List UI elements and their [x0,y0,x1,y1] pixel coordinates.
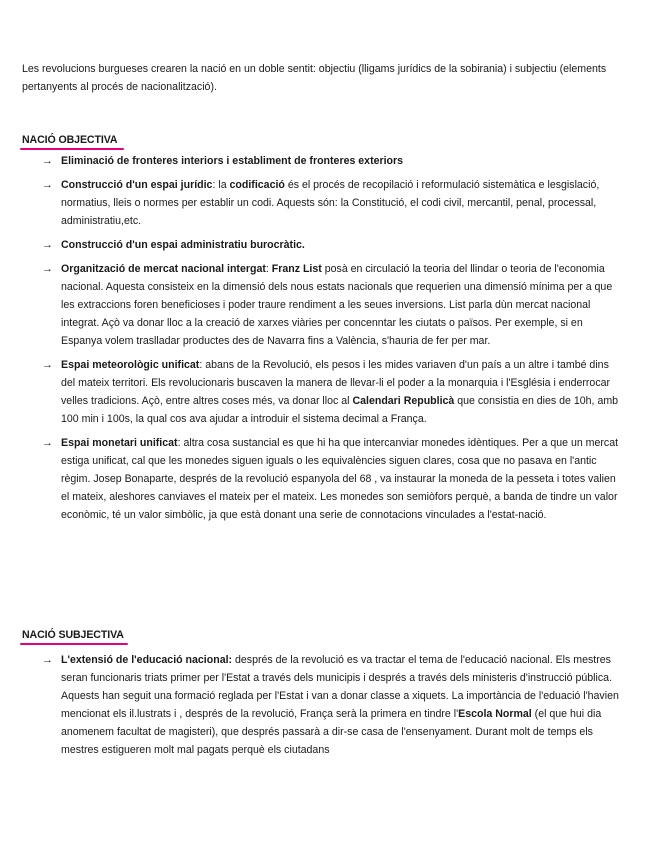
objectiva-list [42,152,622,530]
item-text: : altra cosa sustancial es que hi ha que intercanviar monedes idèntiques. Per a que un mercat estiga unificat, cal que les monedes siguen iguals o les equivalències siguen clares, cosa que no pasava en l'antic règim. Josep Bonaparte, després de la revolució espanyola del 68 , va instaurar la moneda de la pesseta i totes valien el mateix, aleshores canviaves el mateix per el mateix. Les monedes son semiòfors perquè, a banda de tindre un valor econòmic, té un valor simbòlic, ja que està donant una serie de connotacions vinculades a l'estat-nació. [61,437,619,521]
item-heading: Organització de mercat nacional intergat [61,263,266,275]
list-item [42,260,622,350]
item-keyword: codificació [229,179,285,191]
item-heading: Espai monetari unificat [61,437,178,449]
arrow-right-icon: → [42,179,53,191]
item-keyword: Escola Normal [458,708,532,720]
arrow-right-icon: → [42,359,53,371]
item-heading: Construcció d'un espai administratiu burocràtic. [61,239,305,251]
item-separator: : la [212,179,230,191]
section-title-objectiva [22,132,117,148]
item-text: després de la revolució es va tractar el tema de l'educació nacional. Els mestres seran funcionaris triats primer per l'Estat a través dels municipis i després a través dels ministeris d'instrucció pública. Aquests han seguit una formació reglada per l'Estat i van a donar classe a xiquets. La importància de l'eduació l'havien mencionat els il.lustrats i , després de la revolució, França serà la primera en tindre l' [61,654,619,720]
title-underline [20,148,124,150]
section-title-text: NACIÓ SUBJECTIVA [22,629,124,641]
item-heading: Eliminació de fronteres interiors i establiment de fronteres exteriors [61,155,404,167]
item-text: és el procés de recopilació i reformulació sistemàtica e lesgislació, normatius, lleis o normes per establir un codi. Aquests són: la Constitució, el codi civil, mercantil, penal, processal, administratiu,etc. [61,179,600,227]
item-heading: Espai meteorològic unificat [61,359,200,371]
item-text: : abans de la Revolució, els pesos i les mides variaven d'un país a un altre i també dins del mateix territori. Els revolucionaris buscaven la manera de llevar-li el poder a la monarquia i l'Església i enderrocar velles tradicions. Açò, entre altres coses més, va donar lloc al [61,359,611,407]
list-item [42,236,622,254]
section-title-text: NACIÓ OBJECTIVA [22,134,118,146]
list-item [42,651,622,759]
section-title-subjectiva [22,627,124,643]
item-keyword: Calendari Republicà [352,395,455,407]
list-item [42,356,622,428]
list-item [42,176,622,230]
item-text: que consistia en dies de 10h, amb 100 min i 100s, la qual cos ava ajudar a introduir el sistema decimal a França. [61,395,619,425]
arrow-right-icon: → [42,263,53,275]
arrow-right-icon: → [42,239,53,251]
item-text: (el que hui dia anomenem facultat de magisteri), que després passarà a dir-se casa de l'ensenyament. Durant molt de temps els mestres estigueren molt mal pagats perquè els ciutadans [61,708,602,756]
title-underline [20,643,128,645]
item-text: posà en circulació la teoria del llindar o teoria de l'economia nacional. Aquesta consisteix en la dimensió dels nous estats nacionals que requerien una dimensió mínima per a que les extraccions foren beneficioses i poder traure rendiment a les seues inversions. List parla dùn mercat nacional integrat. Açò va donar lloc a la creació de xarxes viàries per concenntar les ciutats o països. Per exemple, si en Espanya volem traslladar productes des de Navarra fins a València, s'hauria de fer per mar. [61,263,613,347]
arrow-right-icon: → [42,654,53,666]
intro-paragraph: Les revolucions burgueses crearen la nació en un doble sentit: objectiu (lligams jurídics de la sobirania) i subjectiu (elements pertanyents al procés de nacionalització). [22,63,607,93]
item-separator: : [265,263,272,275]
item-heading: Construcció d'un espai jurídic [61,179,213,191]
item-keyword: Franz List [271,263,322,275]
arrow-right-icon: → [42,437,53,449]
list-item [42,152,622,170]
arrow-right-icon: → [42,155,53,167]
subjectiva-list [42,651,622,765]
list-item [42,434,622,524]
item-heading: L'extensió de l'educació nacional: [61,654,233,666]
